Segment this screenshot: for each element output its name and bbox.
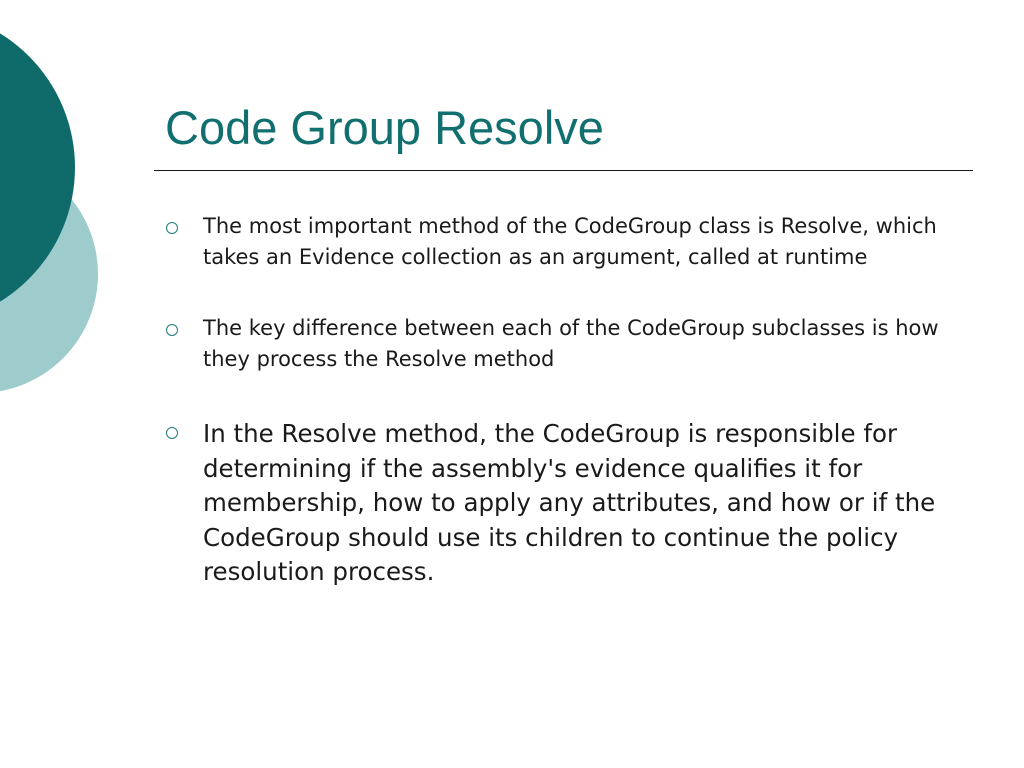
bullet-text: In the Resolve method, the CodeGroup is responsible for determining if the assembly's evidence qualifies it for membership, how to apply any attributes, and how or if the CodeGroup should use its children to continue the policy resolution process. (203, 419, 943, 586)
bullet-item (165, 211, 955, 273)
bullet-item (165, 313, 955, 375)
title-divider (154, 170, 973, 171)
slide-title: Code Group Resolve (165, 101, 604, 154)
hollow-circle-icon (166, 222, 178, 234)
hollow-circle-icon (166, 324, 178, 336)
bullet-list (165, 211, 955, 590)
hollow-circle-icon (166, 427, 178, 439)
bullet-item (165, 417, 955, 590)
bullet-text: The most important method of the CodeGroup class is Resolve, which takes an Evidence collection as an argument, called at runtime (203, 214, 944, 269)
bullet-text: The key difference between each of the CodeGroup subclasses is how they process the Resolve method (203, 316, 946, 371)
